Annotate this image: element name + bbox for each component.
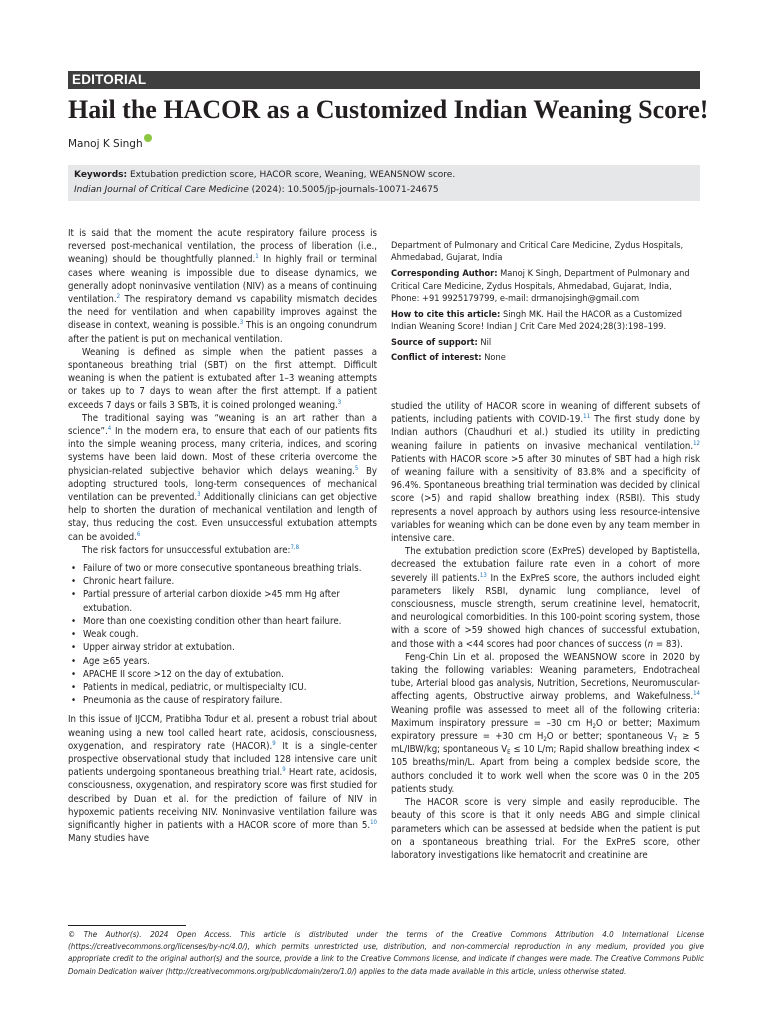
citation-line — [74, 183, 694, 198]
text-run: Many studies have — [68, 833, 150, 845]
text-run: Weaning is defined as simple when the patient passes a spontaneous breathing trial (SBT) on the first attempt. Difficult weaning is when the patient is extubated after 1–3 weaning attempts or takes up to 7 days to wean after the first attempt. If a patient exceeds 7 days or fails 3 SBTs, it is coined prolonged weaning. — [68, 346, 377, 411]
text-run: O or better; Maximum expiratory pressure = +30 cm H — [391, 717, 700, 743]
reference-link[interactable]: 9 — [272, 739, 276, 747]
paragraph — [391, 651, 700, 796]
reference-link[interactable]: 13 — [479, 571, 487, 579]
license-footer: © The Author(s). 2024 Open Access. This article is distributed under the terms of the Creative Commons Attribution 4.0 International License (https://creativecommons.org/licenses/by-nc/4.0/), which permits unrestricted use, distribution, and non-commercial reproduction in any medium, provided you give appropriate credit to the original author(s) and the source, provide a link to the Creative Commons license, and indicate if changes were made. The Creative Commons Public Domain Dedication waiver (http://creativecommons.org/publicdomain/zero/1.0/) applies to the data made available in this article, unless otherwise stated. — [68, 930, 704, 976]
text-run: The risk factors for unsuccessful extubation are: — [82, 544, 291, 556]
footer-divider — [68, 925, 186, 926]
list-item: • More than one coexisting condition other than heart failure. — [68, 615, 377, 628]
text-run: The respiratory demand vs capability mismatch decides the need for ventilation and when capability improves against the disease in context, weaning is possible. — [68, 294, 377, 332]
reference-link[interactable]: 5 — [354, 464, 359, 472]
text-run: The first study done by Indian authors (Chaudhuri et al.) studied its utility in predicting weaning failure in patients on invasive mechanical ventilation. — [391, 414, 700, 452]
paragraph — [391, 400, 700, 545]
text-run: Weaning profile was assessed to meet all of the following criteria: Maximum inspiratory pressure = –30 cm H — [391, 704, 700, 729]
text-run: Singh MK. Hail the HACOR as a Customized Indian Weaning Score! Indian J Crit Care Med 2024;28(3):198–199. — [391, 309, 683, 333]
list-item: • Failure of two or more consecutive spontaneous breathing trials. — [68, 562, 377, 575]
conflict-of-interest — [391, 352, 700, 364]
reference-link[interactable]: 4 — [107, 425, 112, 433]
orcid-icon[interactable] — [144, 134, 152, 142]
list-item: • Weak cough. — [68, 628, 377, 641]
text-run: Nil — [477, 337, 492, 349]
label: How to cite this article: — [391, 309, 501, 321]
paragraph — [68, 544, 377, 557]
list-item: • Upper airway stridor at extubation. — [68, 641, 377, 654]
text-run: It is a single-center prospective observational study that included 128 intensive care unit patients undergoing spontaneous breathing trial. — [68, 740, 377, 779]
article-title: Hail the HACOR as a Customized Indian Weaning Score! — [68, 95, 709, 124]
affiliation: Department of Pulmonary and Critical Care Medicine, Zydus Hospitals, Ahmedabad, Gujarat, India — [391, 240, 684, 264]
paragraph — [391, 796, 700, 862]
article-info-box — [391, 240, 700, 368]
reference-link[interactable]: 3 — [337, 398, 342, 406]
text-run: Patients with HACOR score >5 after 30 minutes of SBT had a high risk of weaning failure with a sensitivity of 83.8% and a specificity of 96.4%. Spontaneous breathing trial termination was decided by clinical score (>5) and rapid shallow breathing index (RSBI). This study represents a novel approach by authors using less resource-intensive variables for weaning which can be done even by any team member in intensive care. — [391, 453, 700, 545]
subscript: E — [507, 749, 511, 757]
reference-link[interactable]: 12 — [693, 439, 700, 447]
paragraph — [68, 412, 377, 544]
subscript: 2 — [592, 722, 596, 730]
label: Conflict of interest: — [391, 351, 482, 363]
text-run: studied the utility of HACOR score in weaning of different subsets of patients, including patients with COVID-19. — [391, 401, 700, 426]
left-column — [68, 227, 377, 845]
author-name[interactable]: Manoj K Singh — [68, 138, 143, 150]
list-item: • Chronic heart failure. — [68, 575, 377, 588]
text-run: None — [481, 351, 506, 363]
right-column — [391, 400, 700, 862]
text-run: In highly frail or terminal cases where weaning is impossible due to disease dynamics, we generally adopt noninvasive ventilation (NIV) as a means of continuing ventilation. — [68, 254, 377, 306]
doi-text: (2024): 10.5005/jp-journals-10071-24675 — [248, 185, 439, 195]
text-run: In the ExPreS score, the authors included eight parameters likely RSBI, dynamic lung compliance, level of consciousness, muscle strength, serum creatinine level, hematocrit, and neurological comorbidities. In this 100-point scoring system, those with a score of >59 showed high chances of successful extubation, and those with a <44 scores had poor chances of success ( — [391, 572, 700, 650]
risk-factor-list — [68, 562, 377, 707]
paragraph — [68, 227, 377, 346]
keywords-line — [74, 168, 694, 183]
list-item: • Age ≥65 years. — [68, 655, 377, 668]
reference-link[interactable]: 3 — [197, 491, 201, 499]
text-run: n — [647, 638, 654, 650]
label: Corresponding Author: — [391, 268, 498, 280]
reference-link[interactable]: 9 — [282, 766, 286, 774]
subscript: 2 — [543, 736, 547, 744]
section-label: EDITORIAL — [72, 72, 147, 87]
text-run: This is an ongoing conundrum after the patient is put on mechanical ventilation. — [68, 320, 377, 345]
reference-link[interactable]: 1 — [255, 253, 259, 261]
text-run: The traditional saying was “weaning is an art rather than a science”. — [68, 412, 377, 438]
text-run: ≥ 5 mL/IBW/kg; spontaneous V — [391, 731, 700, 756]
text-run: In the modern era, to ensure that each of our patients fits into the simple weaning process, many criteria, indices, and scoring systems have been laid down. Most of these criteria overcome the physician-related subjective behavior which delays weaning. — [68, 426, 377, 477]
reference-link[interactable]: 14 — [693, 690, 700, 698]
reference-link[interactable]: 2 — [116, 293, 121, 301]
text-run: By adopting structured tools, long-term consequences of mechanical ventilation can be prevented. — [68, 465, 377, 504]
paragraph — [68, 713, 377, 845]
text-run: The HACOR score is very simple and easily reproducible. The beauty of this score is that it only needs ABG and simple clinical parameters which can be assessed at bedside when the patient is put on a spontaneous breathing trial. For the ExPreS score, other laboratory investigations like hematocrit and creatinine are — [391, 797, 700, 861]
reference-link[interactable]: 7,8 — [290, 543, 300, 551]
reference-link[interactable]: 3 — [239, 319, 244, 327]
subscript: T — [673, 736, 677, 744]
text-run: It is said that the moment the acute respiratory failure process is reversed post-mechanical ventilation, the process of liberation (i.e., weaning) should be thoughtfully planned. — [68, 228, 377, 266]
corresponding-author — [391, 268, 700, 305]
list-item: • Pneumonia as the cause of respiratory failure. — [68, 694, 377, 707]
text-run: Feng-Chin Lin et al. proposed the WEANSNOW score in 2020 by taking the following variables: Weaning parameters, Endotracheal tube, Arterial blood gas analysis, Nutrition, Secretions, Neuromuscular-affecting agents, Obstructive airway problems, and Wakefulness. — [391, 651, 700, 703]
text-run: O or better; spontaneous V — [546, 731, 674, 743]
text-run: Heart rate, acidosis, consciousness, oxygenation, and respiratory score was first studied for described by Duan et al. for the prediction of failure of NIV in hypoxemic patients receiving NIV. Noninvasive ventilation failure was significantly higher in patients with a HACOR score of more than 5. — [68, 767, 377, 831]
paragraph — [68, 346, 377, 412]
reference-link[interactable]: 6 — [136, 530, 141, 538]
text-run: Additionally clinicians can get objective help to shorten the duration of mechanical ventilation and length of stay, thus reducing the cost. Even unsuccessful extubation attempts can be avoided. — [68, 492, 377, 543]
text-run: The extubation prediction score (ExPreS) developed by Baptistella, decreased the extubation failure rate even in a cohort of more severely ill patients. — [391, 546, 700, 584]
reference-link[interactable]: 11 — [583, 413, 591, 421]
author-line — [68, 134, 152, 150]
reference-link[interactable]: 10 — [370, 818, 377, 826]
how-to-cite — [391, 309, 700, 333]
keywords-text: Extubation prediction score, HACOR score, Weaning, WEANSNOW score. — [127, 170, 456, 180]
list-item: • APACHE II score >12 on the day of extubation. — [68, 668, 377, 681]
keywords-label: Keywords: — [74, 170, 128, 180]
text-run: = 83). — [653, 638, 683, 650]
list-item: • Patients in medical, pediatric, or multispecialty ICU. — [68, 681, 377, 694]
section-bar — [68, 71, 700, 89]
text-run: In this issue of IJCCM, Pratibha Todur et al. present a robust trial about weaning using a new tool called heart rate, acidosis, consciousness, oxygenation, and respiratory rate (HACOR). — [68, 714, 377, 752]
journal-name: Indian Journal of Critical Care Medicine — [74, 185, 249, 195]
label: Source of support: — [391, 337, 478, 349]
source-of-support — [391, 337, 700, 349]
paragraph — [391, 545, 700, 651]
list-item: • Partial pressure of arterial carbon dioxide >45 mm Hg after extubation. — [68, 588, 377, 614]
text-run: ≤ 10 L/m; Rapid shallow breathing index < 105 breaths/min/L. Apart from being a complex bedside score, the authors concluded it to work well when the score was 0 in the 205 patients study. — [391, 744, 700, 795]
keywords-box — [68, 165, 700, 201]
text-run: Manoj K Singh, Department of Pulmonary and Critical Care Medicine, Zydus Hospitals, Ahmedabad, Gujarat, India, Phone: +91 9925179799, e-mail: drmanojsingh@gmail.com — [391, 268, 690, 304]
